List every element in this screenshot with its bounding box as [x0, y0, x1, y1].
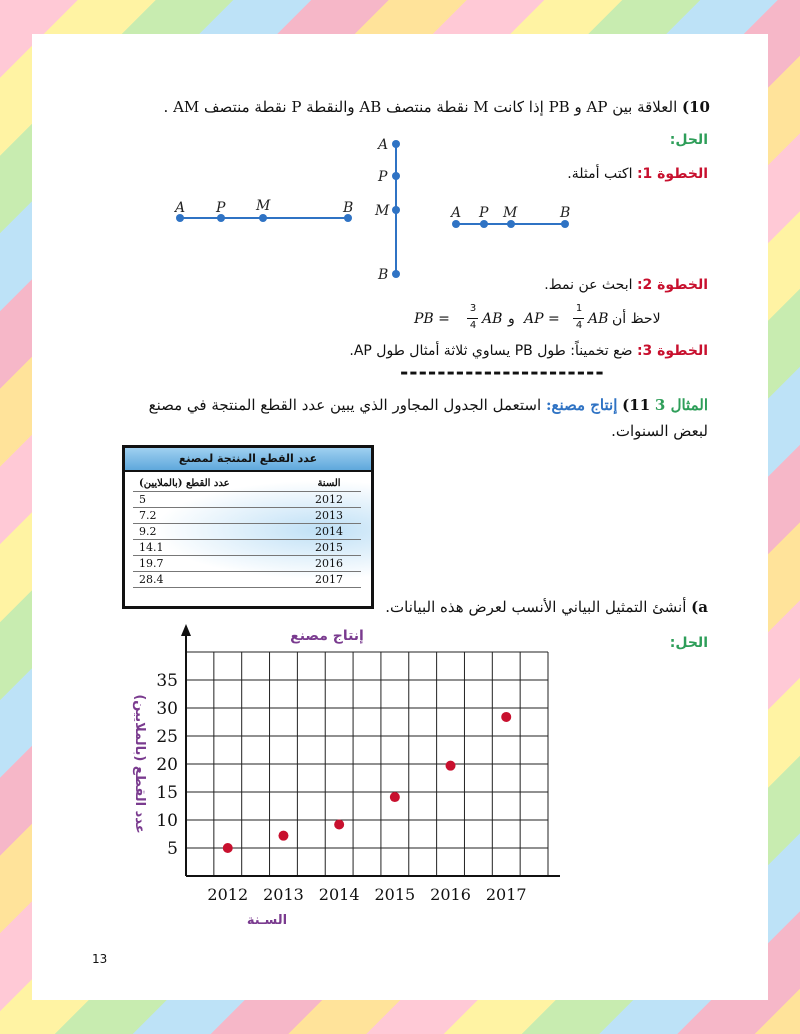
point-a [392, 140, 400, 148]
fraction-numerator-1: 1 [575, 303, 583, 314]
cell-count: 7.2 [133, 508, 297, 524]
divider-line: ---------------------- [400, 360, 605, 384]
part-a [288, 598, 708, 616]
x-tick-label: 2014 [318, 885, 360, 904]
notice-formula [410, 303, 670, 337]
point-m [507, 220, 515, 228]
y-axis-arrow [181, 624, 191, 636]
solution-label-2: الحل: [669, 635, 708, 651]
and-word: و [508, 311, 515, 327]
x-tick-label: 2012 [207, 885, 249, 904]
y-tick-label: 10 [156, 811, 178, 831]
ab: AB [588, 311, 609, 327]
data-point [446, 761, 456, 771]
cell-year: 2016 [297, 556, 361, 572]
ap-left: AP = [524, 311, 560, 327]
point-b [392, 270, 400, 278]
step-1-label: الخطوة 1: [636, 166, 708, 182]
cell-year: 2013 [297, 508, 361, 524]
solution-label: الحل: [669, 132, 708, 148]
step-3-text: ضع تخميناً: طول PB يساوي ثلاثة أمثال طول AP. [349, 343, 633, 359]
label-a: A [451, 205, 462, 221]
y-tick-label: 35 [156, 671, 178, 691]
segment-diagram-2 [449, 205, 570, 228]
question-text: العلاقة بين AP و PB إذا كانت M نقطة منتصف AB والنقطة P نقطة منتصف AM . [163, 98, 678, 116]
part-a-text: أنشئ التمثيل البياني الأنسب لعرض هذه البيانات. [385, 598, 687, 616]
point-m [392, 206, 400, 214]
step-2-text: ابحث عن نمط. [544, 277, 633, 293]
factory-production-chart [120, 622, 560, 932]
y-tick-label: 25 [156, 727, 178, 747]
step-2-label: الخطوة 2: [636, 277, 708, 293]
cell-count: 9.2 [133, 524, 297, 540]
cell-year: 2015 [297, 540, 361, 556]
ab: AB [482, 311, 503, 327]
example-text: استعمل الجدول المجاور الذي يبين عدد القطع المنتجة في مصنع لبعض السنوات. [148, 396, 708, 440]
point-p [480, 220, 488, 228]
cell-year: 2017 [297, 572, 361, 588]
x-tick-label: 2016 [430, 885, 471, 904]
table-row [133, 508, 361, 524]
example-number: 11) [622, 396, 651, 414]
example-label: المثال 3 [654, 396, 708, 414]
production-table-box [122, 445, 374, 609]
table-row [133, 524, 361, 540]
label-p: P [216, 200, 226, 216]
point-m [259, 214, 267, 222]
pb-left: PB = [414, 311, 450, 327]
data-point [223, 843, 233, 853]
x-axis-label: السـنة [246, 913, 288, 928]
cell-count: 5 [133, 492, 297, 508]
point-p [392, 172, 400, 180]
question-number: 10) [682, 98, 710, 116]
y-axis-label: عدد القطع (بالملايين) [132, 694, 147, 834]
page-number: 13 [92, 952, 108, 966]
x-tick-label: 2013 [263, 885, 304, 904]
cell-count: 14.1 [133, 540, 297, 556]
segment-diagram-1 [173, 198, 353, 222]
segment-diagram-vertical [374, 137, 400, 283]
label-m: M [503, 205, 518, 221]
label-p: P [479, 205, 489, 221]
step-2 [544, 277, 708, 293]
column-header-year: السنة [297, 476, 361, 492]
column-header-count: عدد القطع (بالملايين) [133, 476, 297, 492]
chart-title: إنتاج مصنع [290, 628, 364, 644]
notice-prefix: لاحظ أن [612, 311, 661, 327]
x-tick-label: 2015 [374, 885, 416, 904]
step-3-label: الخطوة 3: [636, 343, 708, 359]
example-3 [148, 392, 708, 444]
label-b: B [343, 200, 354, 216]
segment-diagrams [160, 134, 600, 284]
step-3 [349, 343, 708, 359]
label-a: A [175, 200, 186, 216]
fraction-denominator: 4 [575, 320, 583, 331]
data-point [501, 712, 511, 722]
fraction-numerator-3: 3 [469, 303, 477, 314]
table-row [133, 492, 361, 508]
cell-count: 28.4 [133, 572, 297, 588]
label-m: M [375, 203, 390, 219]
data-point [278, 831, 288, 841]
cell-count: 19.7 [133, 556, 297, 572]
label-a: A [378, 137, 389, 153]
label-b: B [560, 205, 571, 221]
cell-year: 2012 [297, 492, 361, 508]
point-b [561, 220, 569, 228]
data-point [334, 819, 344, 829]
table-title: عدد القطع المنتجة لمصنع [125, 448, 371, 472]
table-row [133, 540, 361, 556]
cell-year: 2014 [297, 524, 361, 540]
step-1-text: اكتب أمثلة. [567, 166, 633, 182]
label-m: M [256, 198, 271, 214]
question-10 [90, 98, 710, 116]
production-table [133, 476, 361, 588]
y-tick-label: 5 [167, 839, 178, 859]
table-row [133, 572, 361, 588]
y-tick-label: 30 [156, 699, 178, 719]
table-row [133, 556, 361, 572]
label-b: B [378, 267, 389, 283]
point-a [452, 220, 460, 228]
fraction-denominator: 4 [469, 320, 477, 331]
y-tick-label: 15 [156, 783, 178, 803]
example-topic: إنتاج مصنع: [545, 396, 618, 414]
y-tick-label: 20 [156, 755, 178, 775]
part-a-label: a) [691, 598, 708, 616]
label-p: P [378, 169, 388, 185]
data-point [390, 792, 400, 802]
x-tick-label: 2017 [485, 885, 527, 904]
